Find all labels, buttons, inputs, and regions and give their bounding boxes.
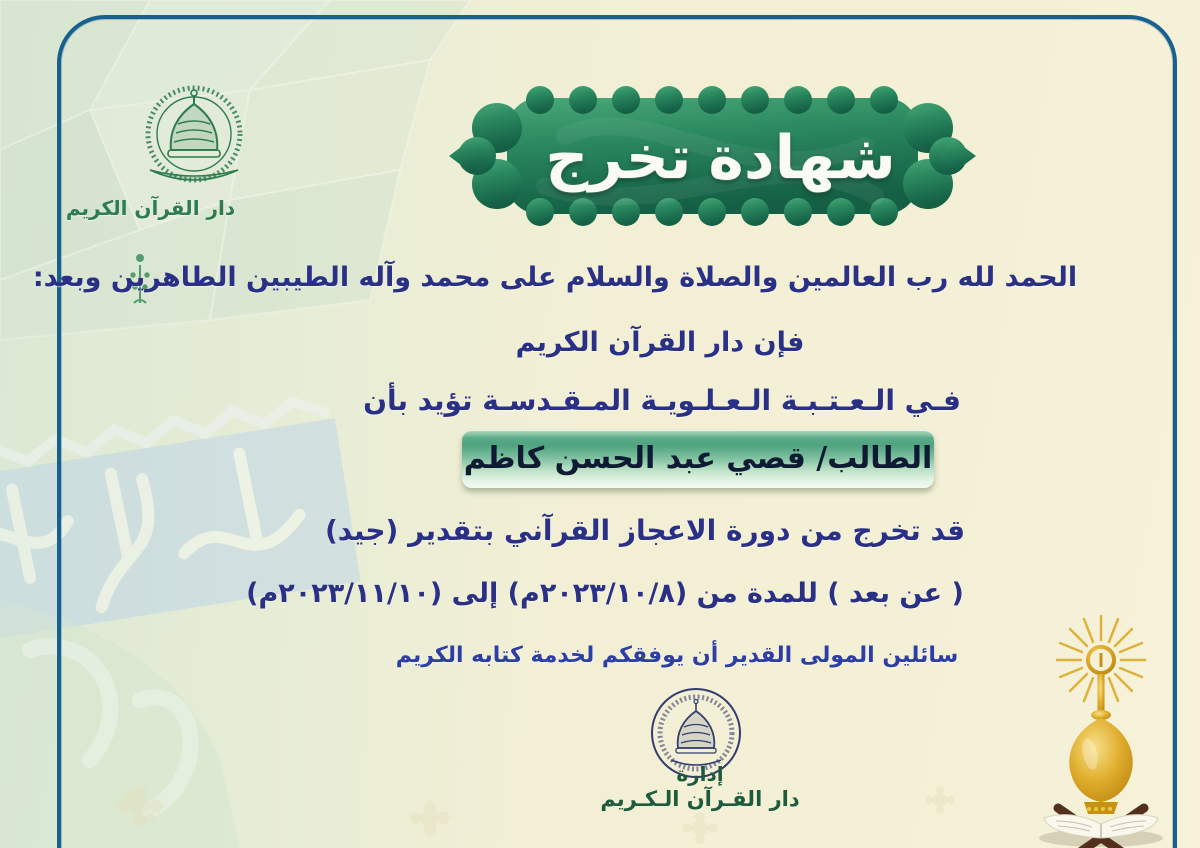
footer-signature-block [540, 762, 860, 812]
student-name: الطالب/ قصي عبد الحسن كاظم [463, 441, 933, 476]
line-praise: الحمد لله رب العالمين والصلاة والسلام على محمد وآله الطيبين الطاهرين وبعد: [32, 262, 1078, 293]
line-graduation: قد تخرج من دورة الاعجاز القرآني بتقدير (جيد) [324, 514, 966, 547]
admin-org-name: دار القـرآن الـكـريم [600, 787, 800, 811]
line-prayer: سائلين المولى القدير أن يوفقكم لخدمة كتابه الكريم [395, 643, 959, 668]
shrine-dome-emblem-icon [94, 78, 294, 196]
student-name-box [462, 430, 934, 488]
quran-rihal-golden-finial-image [1008, 612, 1193, 848]
line-period: ( عن بعد ) للمدة من (٢٠٢٣/١٠/٨م) إلى (٢٠٢٣/١١/١٠م) [246, 578, 964, 609]
line-authority: فـي الـعـتـبـة الـعـلـويـة المـقـدسـة تؤيد بأن [363, 384, 961, 417]
certificate-title: شهادة تخرج [545, 123, 896, 193]
logo-caption: دار القرآن الكريم [65, 196, 236, 220]
admin-label: إدارة [676, 762, 724, 786]
line-organization: فإن دار القرآن الكريم [515, 327, 805, 358]
